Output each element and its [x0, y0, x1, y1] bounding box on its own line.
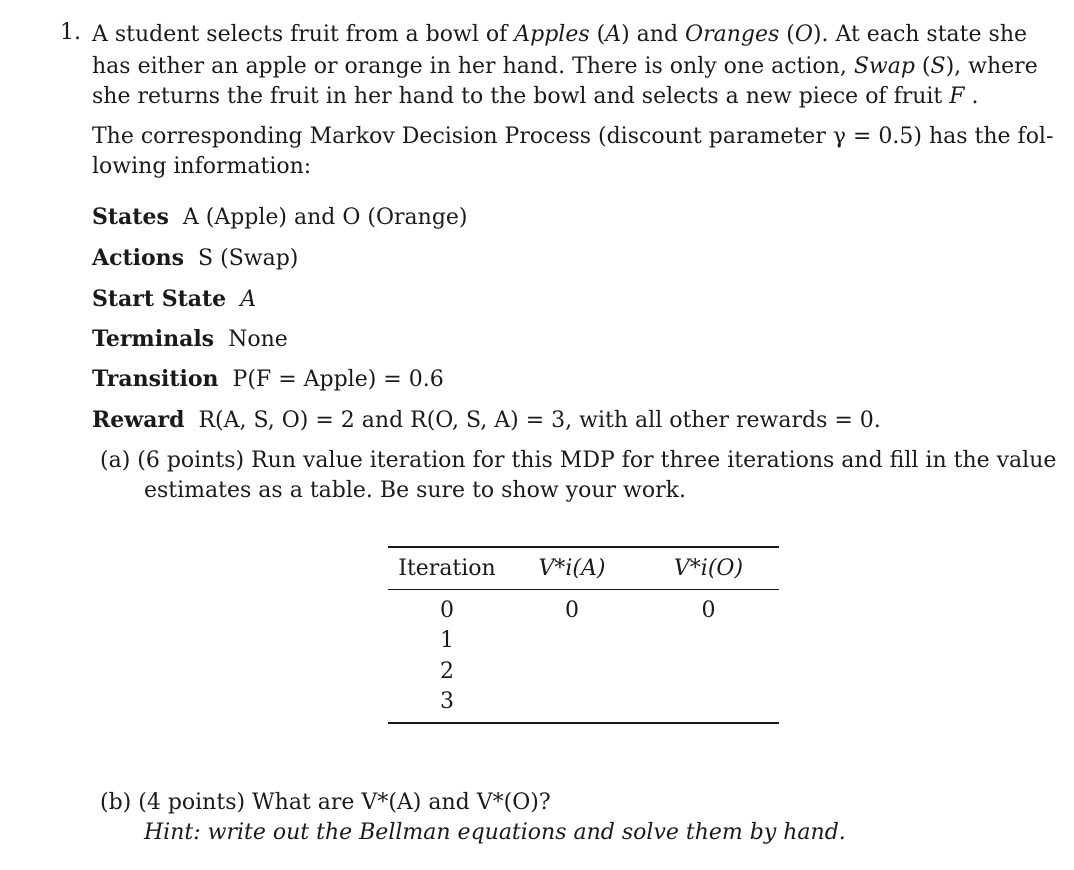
start-state-label: Start State: [92, 286, 227, 312]
start-state-row: [92, 284, 256, 315]
value-o-cell: 0: [701, 598, 716, 623]
iteration-cell: 2: [440, 659, 454, 684]
iteration-cell: 0: [440, 598, 454, 623]
part-a-line-2: estimates as a table. Be sure to show your work.: [144, 478, 686, 503]
transition-label: Transition: [92, 366, 219, 392]
states-value: A (Apple) and O (Orange): [182, 205, 468, 230]
part-a-line-1: (a) (6 points) Run value iteration for this MDP for three iterations and fill in the value: [100, 448, 1057, 473]
terminals-label: Terminals: [92, 326, 215, 352]
reward-row: [92, 405, 881, 436]
problem-number: 1.: [60, 20, 81, 45]
transition-value: P(F = Apple) = 0.6: [232, 367, 444, 392]
mdp-intro-line-2: lowing information:: [92, 154, 312, 179]
table-mid-rule: [388, 589, 779, 590]
header-v-o: V*i(O): [673, 556, 744, 581]
part-b-line-1: (b) (4 points) What are V*(A) and V*(O)?: [100, 790, 551, 815]
reward-label: Reward: [92, 407, 185, 433]
part-b-hint: Hint: write out the Bellman equations and solve them by hand.: [144, 820, 846, 845]
header-v-a: V*i(A): [538, 556, 606, 581]
problem-line-2: has either an apple or orange in her hand. There is only one action, Swap (S), where: [92, 54, 1038, 79]
transition-row: [92, 364, 444, 395]
mdp-intro-line-1: The corresponding Markov Decision Process (discount parameter γ = 0.5) has the fol-: [92, 124, 1054, 149]
iteration-cell: 3: [440, 689, 454, 714]
start-state-value: A: [240, 287, 257, 312]
states-label: States: [92, 204, 169, 230]
value-a-cell: 0: [565, 598, 579, 623]
states-row: [92, 202, 468, 233]
table-bottom-rule: [388, 722, 779, 724]
table-top-rule: [388, 546, 779, 548]
header-iteration: Iteration: [398, 556, 496, 581]
value-table: [388, 546, 779, 726]
problem-line-1: A student selects fruit from a bowl of Apples (A) and Oranges (O). At each state she: [92, 22, 1028, 47]
terminals-value: None: [228, 327, 288, 352]
problem-line-3: she returns the fruit in her hand to the bowl and selects a new piece of fruit F .: [92, 84, 979, 109]
terminals-row: [92, 324, 288, 355]
reward-value: R(A, S, O) = 2 and R(O, S, A) = 3, with all other rewards = 0.: [198, 408, 881, 433]
actions-row: [92, 243, 298, 274]
iteration-cell: 1: [440, 628, 454, 653]
actions-label: Actions: [92, 245, 185, 271]
actions-value: S (Swap): [198, 246, 299, 271]
